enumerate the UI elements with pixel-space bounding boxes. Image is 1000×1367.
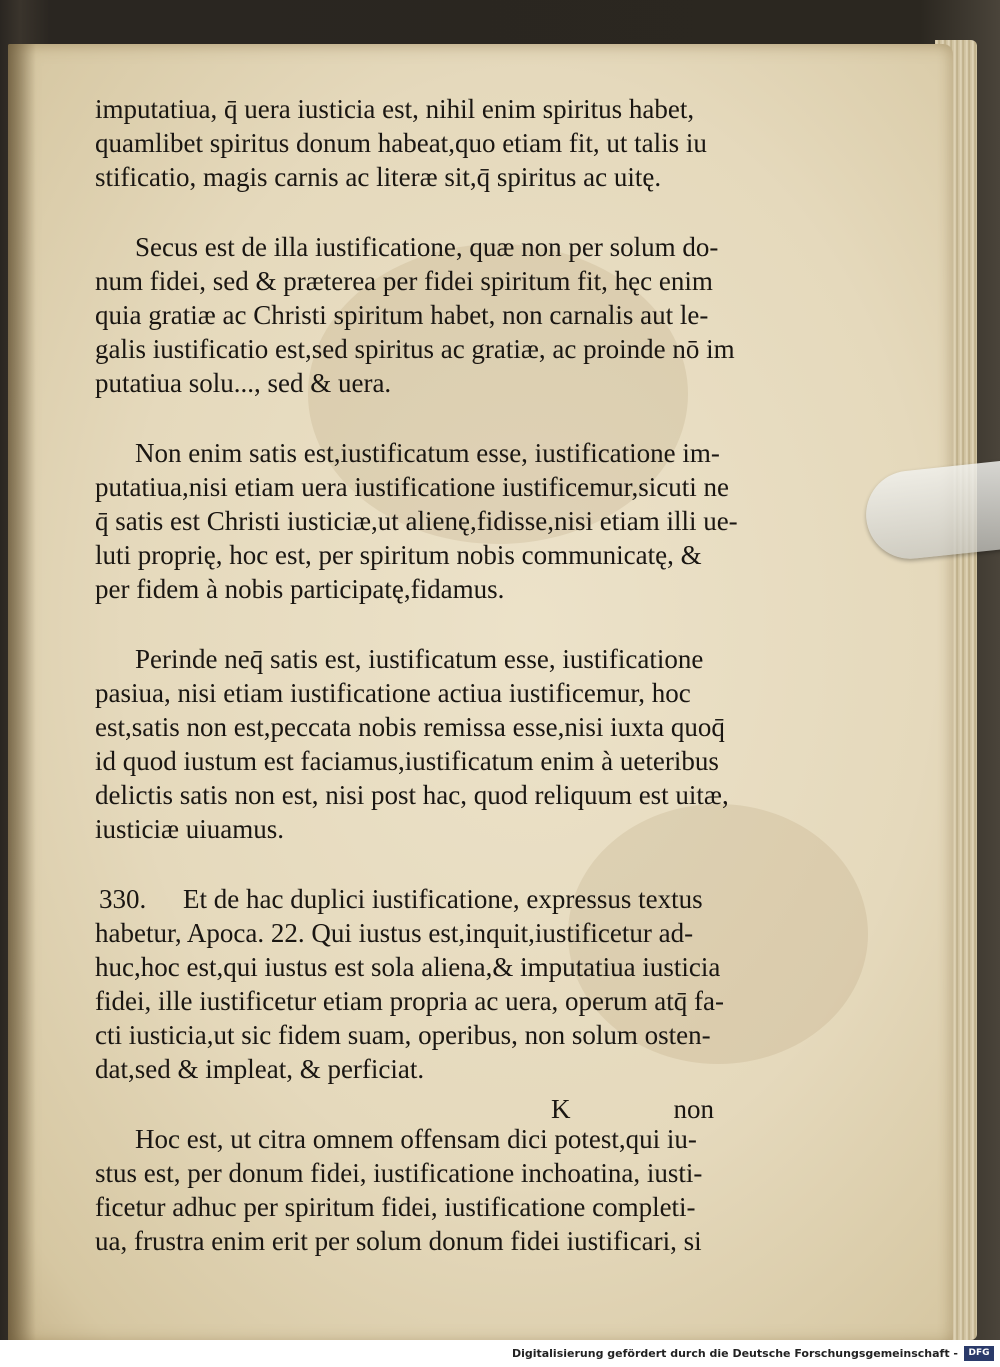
- text-line: num fidei, sed & præterea per fidei spiritum fit, hęc enim: [95, 266, 713, 296]
- text-line: Secus est de illa iustificatione, quæ non per solum do-: [135, 232, 719, 262]
- paragraph-1: [95, 92, 720, 194]
- text-line: huc,hoc est,qui iustus est sola aliena,& imputatiua iusticia: [95, 952, 721, 982]
- text-line: stus est, per donum fidei, iustificatione inchoatina, iusti-: [95, 1158, 703, 1188]
- text-line: luti proprię, hoc est, per spiritum nobis communicatę, &: [95, 540, 702, 570]
- paragraph-number: 330.: [99, 884, 147, 914]
- signature-mark: K: [551, 1094, 571, 1124]
- page-gutter-shadow: [8, 44, 36, 1344]
- text-line: per fidem à nobis participatę,fidamus.: [95, 574, 505, 604]
- catchword: non: [673, 1094, 714, 1124]
- paragraph-6: [95, 1122, 720, 1258]
- text-line: stificatio, magis carnis ac literæ sit,q̄ spiritus ac uitę.: [95, 162, 662, 192]
- paragraph-4: [95, 642, 729, 846]
- text-line: fidei, ille iustificetur etiam propria ac uera, operum atq̄ fa-: [95, 986, 724, 1016]
- text-line: q̄ satis est Christi iusticiæ,ut alienę,fidisse,nisi etiam illi ue-: [95, 506, 738, 536]
- text-line: putatiua,nisi etiam uera iustificatione iustificemur,sicuti ne: [95, 472, 729, 502]
- text-line: putatiua solu..., sed & uera.: [95, 368, 392, 398]
- numbered-text-line: [95, 882, 720, 916]
- text-line: imputatiua, q̄ uera iusticia est, nihil enim spiritus habet,: [95, 94, 695, 124]
- text-line: dat,sed & impleat, & perficiat.: [95, 1054, 425, 1084]
- text-line: iusticiæ uiuamus.: [95, 814, 284, 844]
- text-line: pasiua, nisi etiam iustificatione actiua iustificemur, hoc: [95, 678, 691, 708]
- text-line: habetur, Apoca. 22. Qui iustus est,inquit,iustificetur ad-: [95, 918, 694, 948]
- text-line: ficetur adhuc per spiritum fidei, iustificatione completi-: [95, 1192, 696, 1222]
- paragraph-2: [95, 230, 735, 400]
- text-line: id quod iustum est faciamus,iustificatum enim à ueteribus: [95, 746, 719, 776]
- page-footer-marks: [95, 1094, 720, 1128]
- text-line: galis iustificatio est,sed spiritus ac gratiæ, ac proinde nō im: [95, 334, 735, 364]
- text-line: delictis satis non est, nisi post hac, quod reliquum est uitæ,: [95, 780, 729, 810]
- digitization-footer: [0, 1340, 1000, 1367]
- text-line: Perinde neq̄ satis est, iustificatum esse, iustificatione: [135, 644, 704, 674]
- text-line: Non enim satis est,iustificatum esse, iustificatione im-: [135, 438, 720, 468]
- funding-credit: Digitalisierung gefördert durch die Deutsche Forschungsgemeinschaft -: [511, 1347, 958, 1360]
- text-line: Et de hac duplici iustificatione, expressus textus: [183, 884, 703, 914]
- text-line: quamlibet spiritus donum habeat,quo etiam fit, ut talis iu: [95, 128, 707, 158]
- text-line: cti iusticia,ut sic fidem suam, operibus, non solum osten-: [95, 1020, 711, 1050]
- text-line: est,satis non est,peccata nobis remissa esse,nisi iuxta quoq̄: [95, 712, 725, 742]
- text-line: ua, frustra enim erit per solum donum fidei iustificari, si: [95, 1226, 702, 1256]
- text-line: quia gratiæ ac Christi spiritum habet, non carnalis aut le-: [95, 300, 709, 330]
- dfg-logo: DFG: [964, 1346, 994, 1361]
- paragraph-5: [95, 882, 724, 1086]
- paragraph-3: [95, 436, 738, 606]
- text-line: Hoc est, ut citra omnem offensam dici potest,qui iu-: [135, 1124, 697, 1154]
